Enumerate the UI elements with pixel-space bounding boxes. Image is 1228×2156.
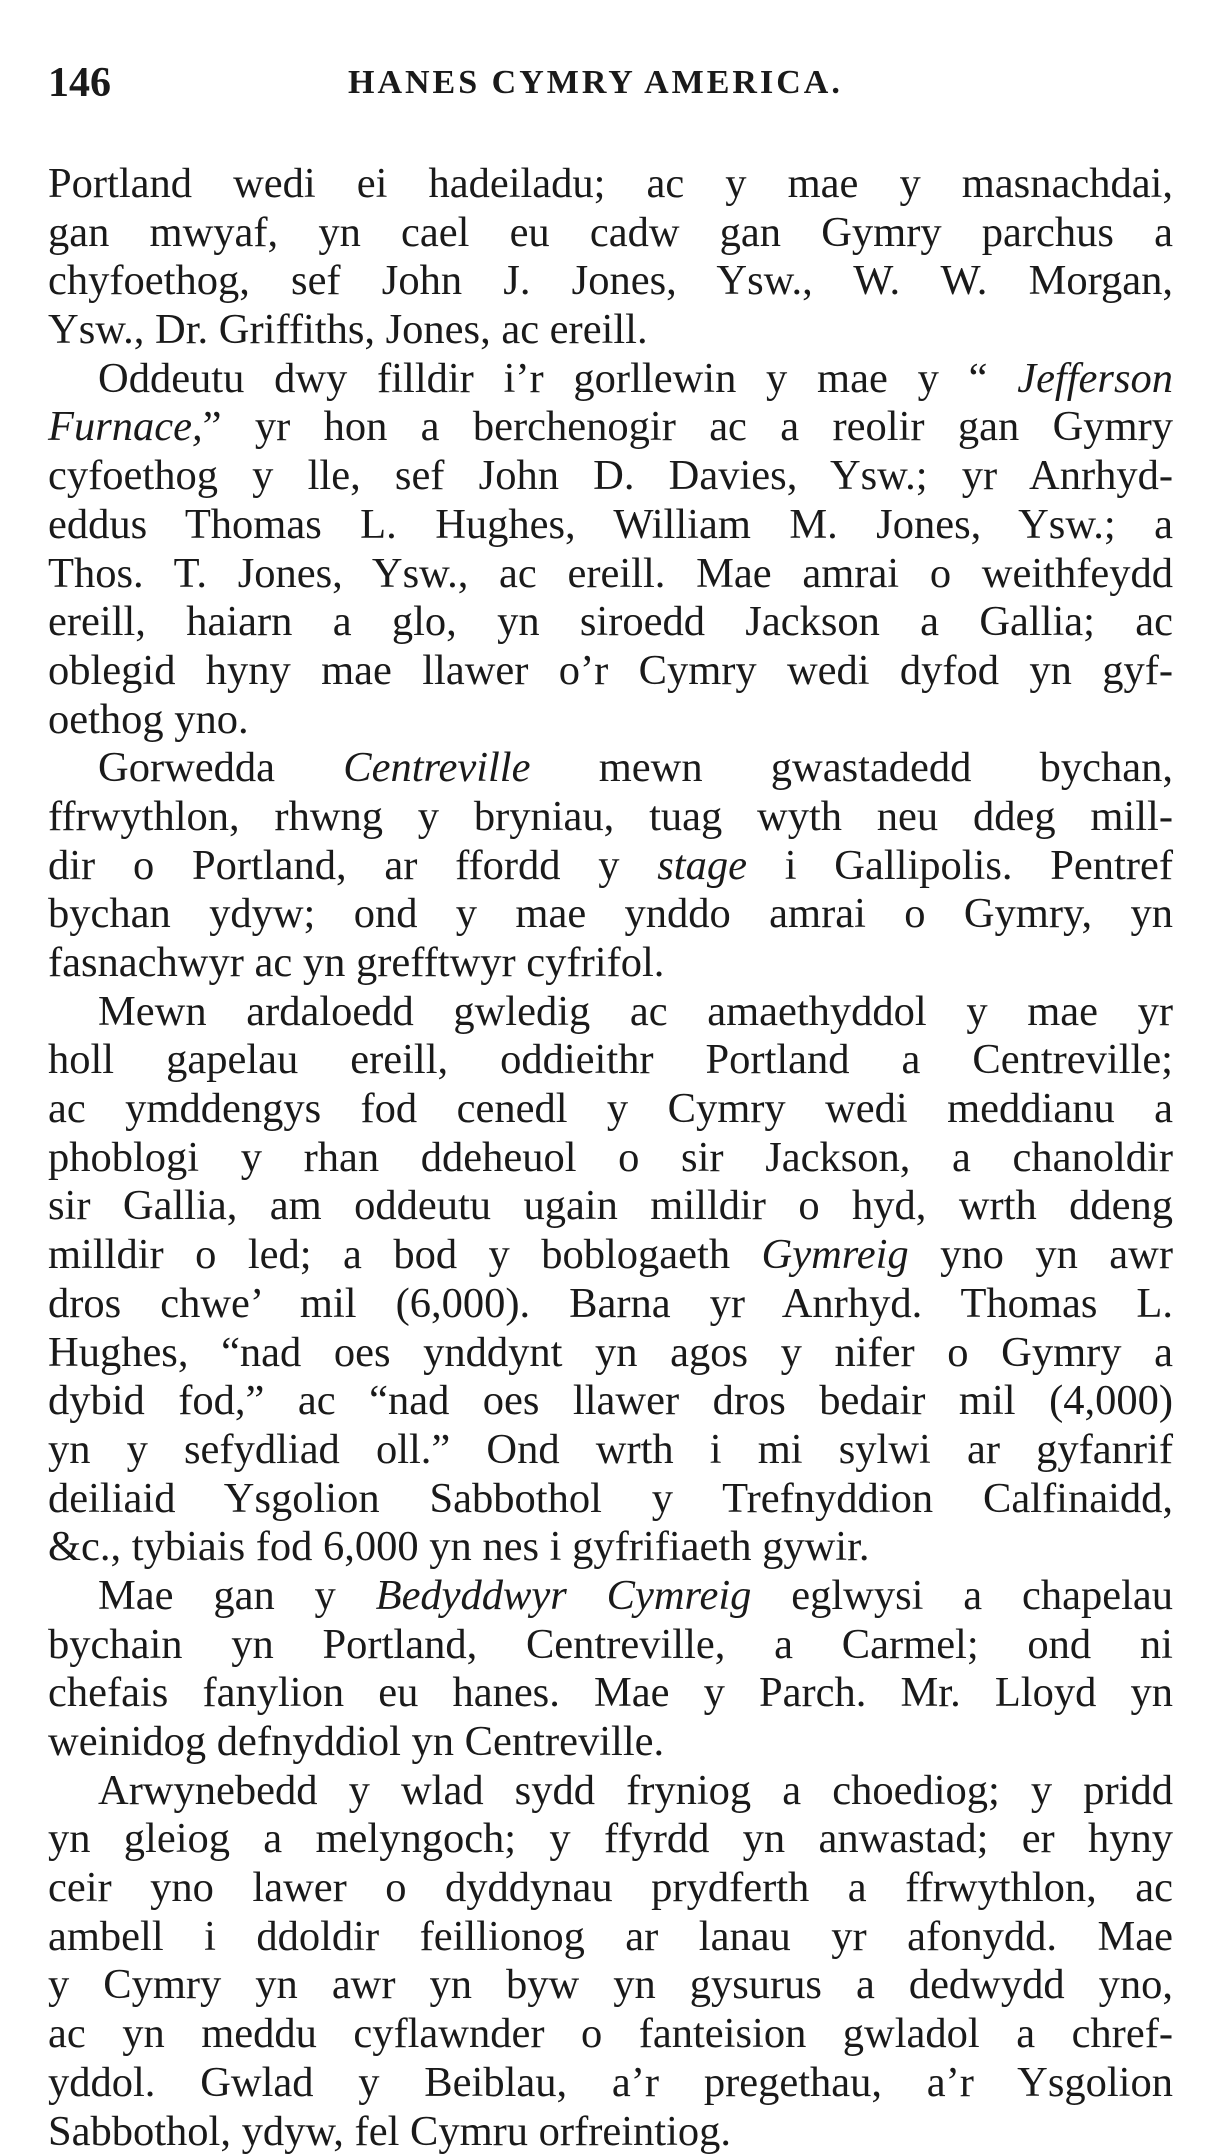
- text-line: [48, 257, 1173, 306]
- italic-text: Gymreig: [762, 1231, 909, 1278]
- paragraph: [48, 355, 1173, 745]
- text-line: [48, 2108, 1173, 2156]
- text-run: dir o Portland, ar ffordd y: [48, 842, 657, 889]
- text-run: phoblogi y rhan ddeheuol o sir Jackson, a chanoldir: [48, 1134, 1173, 1181]
- text-line: [48, 209, 1173, 258]
- text-line: [48, 793, 1173, 842]
- text-line: [48, 403, 1173, 452]
- paragraph: [48, 160, 1173, 355]
- text-line: [48, 598, 1173, 647]
- text-line: [48, 2010, 1173, 2059]
- text-run: ffrwythlon, rhwng y bryniau, tuag wyth neu ddeg mill-: [48, 793, 1173, 840]
- text-line: [48, 1621, 1173, 1670]
- text-line: [48, 1329, 1173, 1378]
- text-run: ac yn meddu cyflawnder o fanteision gwladol a chref-: [48, 2010, 1173, 2057]
- text-run: Mewn ardaloedd gwledig ac amaethyddol y mae yr: [98, 988, 1173, 1035]
- text-run: chefais fanylion eu hanes. Mae y Parch. Mr. Lloyd yn: [48, 1669, 1173, 1716]
- text-run: chyfoethog, sef John J. Jones, Ysw., W. W. Morgan,: [48, 257, 1173, 304]
- text-run: ” yr hon a berchenogir ac a reolir gan Gymry: [203, 403, 1173, 450]
- text-line: [48, 452, 1173, 501]
- paragraph: [48, 1767, 1173, 2156]
- text-line: [48, 1961, 1173, 2010]
- text-line: [48, 1280, 1173, 1329]
- text-run: &c., tybiais fod 6,000 yn nes i gyfrifiaeth gywir.: [48, 1523, 870, 1570]
- text-line: [48, 355, 1173, 404]
- text-run: ambell i ddoldir feillionog ar lanau yr afonydd. Mae: [48, 1913, 1173, 1960]
- text-run: mewn gwastadedd bychan,: [530, 744, 1173, 791]
- text-run: dros chwe’ mil (6,000). Barna yr Anrhyd. Thomas L.: [48, 1280, 1173, 1327]
- text-run: ac ymddengys fod cenedl y Cymry wedi meddianu a: [48, 1085, 1173, 1132]
- italic-text: Centreville: [343, 744, 530, 791]
- text-line: [48, 1475, 1173, 1524]
- text-run: Portland wedi ei hadeiladu; ac y mae y masnachdai,: [48, 160, 1173, 207]
- text-line: [48, 160, 1173, 209]
- text-run: eglwysi a chapelau: [751, 1572, 1173, 1619]
- text-line: [48, 1572, 1173, 1621]
- italic-text: Furnace,: [48, 403, 203, 450]
- running-head: [48, 58, 1178, 108]
- text-line: [48, 2059, 1173, 2108]
- text-line: [48, 1669, 1173, 1718]
- text-run: milldir o led; a bod y boblogaeth: [48, 1231, 762, 1278]
- text-run: gan mwyaf, yn cael eu cadw gan Gymry parchus a: [48, 209, 1173, 256]
- text-run: yno yn awr: [909, 1231, 1173, 1278]
- text-run: Ysw., Dr. Griffiths, Jones, ac ereill.: [48, 306, 648, 353]
- text-run: y Cymry yn awr yn byw yn gysurus a dedwydd yno,: [48, 1961, 1173, 2008]
- text-line: [48, 1182, 1173, 1231]
- text-run: fasnachwyr ac yn grefftwyr cyfrifol.: [48, 939, 664, 986]
- text-run: Mae gan y: [98, 1572, 376, 1619]
- text-line: [48, 1085, 1173, 1134]
- text-line: [48, 1036, 1173, 1085]
- text-line: [48, 1815, 1173, 1864]
- text-run: Arwynebedd y wlad sydd fryniog a choediog; y pridd: [98, 1767, 1173, 1814]
- text-run: yn y sefydliad oll.” Ond wrth i mi sylwi ar gyfanrif: [48, 1426, 1173, 1473]
- text-line: [48, 1523, 1173, 1572]
- text-run: i Gallipolis. Pentref: [747, 842, 1173, 889]
- text-run: oblegid hyny mae llawer o’r Cymry wedi dyfod yn gyf-: [48, 647, 1173, 694]
- text-line: [48, 1864, 1173, 1913]
- text-run: Thos. T. Jones, Ysw., ac ereill. Mae amrai o weithfeydd: [48, 550, 1173, 597]
- italic-text: Bedyddwyr Cymreig: [376, 1572, 752, 1619]
- body-text: [48, 160, 1173, 2156]
- italic-text: Jefferson: [1017, 355, 1173, 402]
- paragraph: [48, 744, 1173, 987]
- text-line: [48, 501, 1173, 550]
- text-line: [48, 890, 1173, 939]
- text-line: [48, 306, 1173, 355]
- page-number: 146: [48, 58, 111, 108]
- text-line: [48, 744, 1173, 793]
- text-run: bychan ydyw; ond y mae ynddo amrai o Gymry, yn: [48, 890, 1173, 937]
- text-line: [48, 647, 1173, 696]
- text-run: cyfoethog y lle, sef John D. Davies, Ysw.; yr Anrhyd-: [48, 452, 1173, 499]
- text-run: sir Gallia, am oddeutu ugain milldir o hyd, wrth ddeng: [48, 1182, 1173, 1229]
- text-run: bychain yn Portland, Centreville, a Carmel; ond ni: [48, 1621, 1173, 1668]
- paragraph: [48, 988, 1173, 1572]
- text-line: [48, 1913, 1173, 1962]
- text-run: ereill, haiarn a glo, yn siroedd Jackson a Gallia; ac: [48, 598, 1173, 645]
- running-title: HANES CYMRY AMERICA.: [348, 58, 843, 108]
- text-run: yn gleiog a melyngoch; y ffyrdd yn anwastad; er hyny: [48, 1815, 1173, 1862]
- text-line: [48, 1377, 1173, 1426]
- text-run: holl gapelau ereill, oddieithr Portland a Centreville;: [48, 1036, 1173, 1083]
- text-run: eddus Thomas L. Hughes, William M. Jones, Ysw.; a: [48, 501, 1173, 548]
- text-run: Gorwedda: [98, 744, 343, 791]
- text-run: Oddeutu dwy filldir i’r gorllewin y mae y “: [98, 355, 1017, 402]
- text-run: weinidog defnyddiol yn Centreville.: [48, 1718, 664, 1765]
- text-line: [48, 1718, 1173, 1767]
- text-run: Sabbothol, ydyw, fel Cymru orfreintiog.: [48, 2108, 731, 2155]
- text-line: [48, 988, 1173, 1037]
- text-run: yddol. Gwlad y Beiblau, a’r pregethau, a’r Ysgolion: [48, 2059, 1173, 2106]
- italic-text: stage: [657, 842, 747, 889]
- text-run: oethog yno.: [48, 696, 249, 743]
- text-run: Hughes, “nad oes ynddynt yn agos y nifer o Gymry a: [48, 1329, 1173, 1376]
- text-run: deiliaid Ysgolion Sabbothol y Trefnyddion Calfinaidd,: [48, 1475, 1173, 1522]
- text-run: ceir yno lawer o dyddynau prydferth a ffrwythlon, ac: [48, 1864, 1173, 1911]
- text-line: [48, 550, 1173, 599]
- text-run: dybid fod,” ac “nad oes llawer dros bedair mil (4,000): [48, 1377, 1173, 1424]
- text-line: [48, 1767, 1173, 1816]
- text-line: [48, 1231, 1173, 1280]
- text-line: [48, 696, 1173, 745]
- text-line: [48, 939, 1173, 988]
- paragraph: [48, 1572, 1173, 1767]
- text-line: [48, 1426, 1173, 1475]
- text-line: [48, 842, 1173, 891]
- text-line: [48, 1134, 1173, 1183]
